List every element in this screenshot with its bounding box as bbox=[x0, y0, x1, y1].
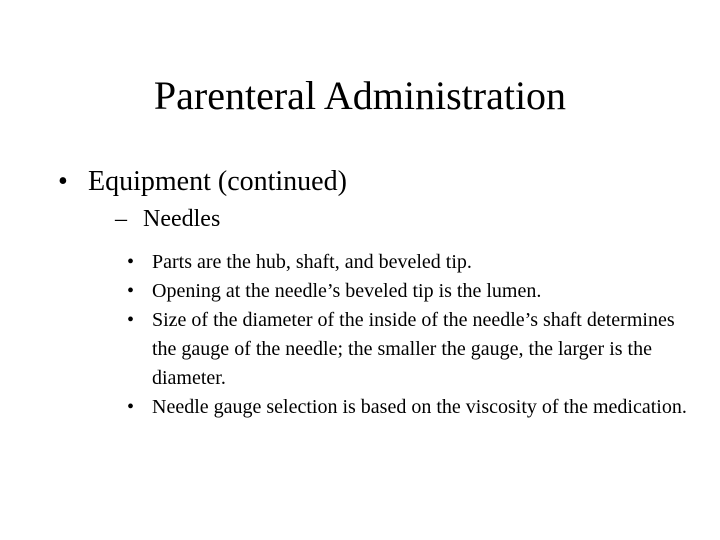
needle-facts-list bbox=[127, 248, 687, 422]
bullet-text: Equipment (continued) bbox=[88, 166, 347, 197]
list-item bbox=[127, 306, 687, 393]
list-item bbox=[127, 393, 687, 422]
list-item-text: Size of the diameter of the inside of the needle’s shaft determines the gauge of the needle; the smaller the gauge, the larger is the diameter. bbox=[152, 309, 675, 389]
sub-bullet-text: Needles bbox=[143, 206, 221, 232]
bullet-equipment bbox=[58, 165, 347, 199]
list-item-text: Parts are the hub, shaft, and beveled tip. bbox=[152, 251, 472, 273]
bullet-marker: • bbox=[127, 280, 135, 302]
list-item bbox=[127, 248, 687, 277]
bullet-marker: • bbox=[58, 166, 68, 197]
bullet-marker: • bbox=[127, 309, 135, 331]
list-item-text: Opening at the needle’s beveled tip is the lumen. bbox=[152, 280, 542, 302]
slide-title: Parenteral Administration bbox=[153, 73, 567, 118]
bullet-marker: • bbox=[127, 396, 135, 418]
dash-marker: – bbox=[115, 206, 127, 232]
bullet-marker: • bbox=[127, 251, 135, 273]
list-item bbox=[127, 277, 687, 306]
list-item-text: Needle gauge selection is based on the viscosity of the medication. bbox=[152, 396, 687, 418]
sub-bullet-needles bbox=[115, 204, 220, 234]
